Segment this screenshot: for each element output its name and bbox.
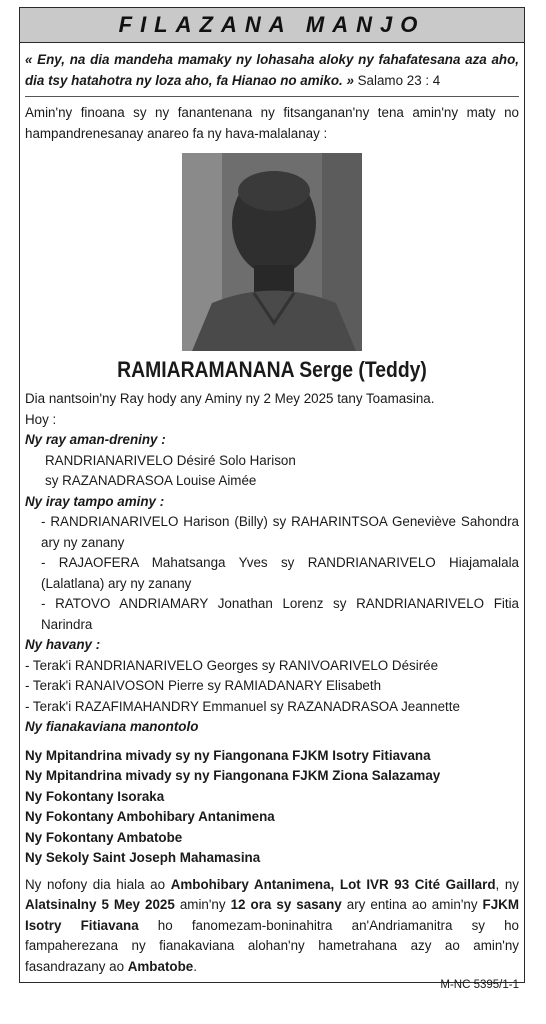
funeral-place: Ambohibary Antanimena, Lot IVR 93 Cité Gaillard [170, 876, 496, 892]
sibling-line: - RAJAOFERA Mahatsanga Yves sy RANDRIANARIVELO Hiajamalala (Lalatlana) ary ny zanany [41, 555, 519, 591]
quote-text: « Eny, na dia mandeha mamaky ny lohasaha aloky ny fahafatesana aza aho, dia tsy hatahotra ny loza aho, fa Hianao no amiko. » [25, 52, 519, 88]
relatives-heading: Ny havany : [25, 637, 101, 652]
deceased-name: RAMIARAMANANA Serge (Teddy) [117, 357, 427, 382]
relative-line: - Terak'i RANDRIANARIVELO Georges sy RANIVOARIVELO Désirée [25, 657, 439, 673]
parent-line: sy RAZANADRASOA Louise Aimée [45, 473, 257, 488]
intro-text: Amin'ny finoana sy ny fanantenana ny fitsanganan'ny tena amin'ny maty no hampandrenesanay anareo fa ny hava-malalanay : [25, 105, 519, 141]
burial-place: Ambatobe [127, 958, 194, 974]
reference-code: M-NC 5395/1-1 [440, 979, 519, 991]
funeral-date: Alatsinalny 5 Mey 2025 [25, 897, 175, 912]
organization-line: Ny Mpitandrina mivady sy ny Fiangonana FJKM Ziona Salazamay [25, 768, 441, 783]
funeral-church: FJKM Isotry Fitiavana [25, 897, 519, 933]
bible-quote [25, 49, 519, 91]
organization-line: Ny Mpitandrina mivady sy ny Fiangonana FJKM Isotry Fitiavana [25, 747, 431, 763]
divider [25, 96, 519, 97]
portrait-image [182, 153, 362, 351]
quote-reference: Salamo 23 : 4 [357, 73, 441, 88]
organization-line: Ny Fokontany Ambatobe [25, 829, 183, 845]
parents-heading: Ny ray aman-dreniny : [25, 432, 166, 447]
family-heading: Ny fianakaviana manontolo [25, 719, 199, 734]
organization-line: Ny Fokontany Ambohibary Antanimena [25, 809, 275, 824]
obituary-notice [19, 7, 525, 991]
sibling-line: - RATOVO ANDRIAMARY Jonathan Lorenz sy RANDRIANARIVELO Fitia Narindra [41, 596, 519, 632]
parent-line: RANDRIANARIVELO Désiré Solo Harison [45, 452, 296, 468]
siblings-heading: Ny iray tampo aminy : [25, 493, 165, 509]
sibling-line: - RANDRIANARIVELO Harison (Billy) sy RAHARINTSOA Geneviève Sahondra ary ny zanany [41, 514, 519, 550]
funeral-time: 12 ora sy sasany [230, 897, 342, 912]
organization-line: Ny Fokontany Isoraka [25, 788, 165, 804]
notice-banner [20, 8, 524, 43]
relative-line: - Terak'i RANAIVOSON Pierre sy RAMIADANARY Elisabeth [25, 678, 382, 693]
organization-line: Ny Sekoly Saint Joseph Mahamasina [25, 850, 261, 865]
funeral-details: Ny nofony dia hiala ao Ambohibary Antanimena, Lot IVR 93 Cité Gaillard, ny Alatsinalny 5 Mey 2025 amin'ny 12 ora sy sasany ary entina ao amin'ny FJKM Isotry Fitiavana ho fanomezam-boninahitra an'Andriamanitra sy ho fampaherezana ny fianakaviana alohan'ny hametrahana azy ao amin'ny fasandrazany ao Ambatobe. [25, 876, 520, 974]
banner-title: FILAZANA MANJO [118, 12, 426, 37]
photo-container [25, 153, 519, 351]
relative-line: - Terak'i RAZAFIMAHANDRY Emmanuel sy RAZANADRASOA Jeannette [25, 698, 460, 714]
deceased-portrait [182, 153, 362, 351]
hoy-label: Hoy : [25, 411, 57, 427]
death-announcement: Dia nantsoin'ny Ray hody any Aminy ny 2 Mey 2025 tany Toamasina. [25, 391, 435, 406]
